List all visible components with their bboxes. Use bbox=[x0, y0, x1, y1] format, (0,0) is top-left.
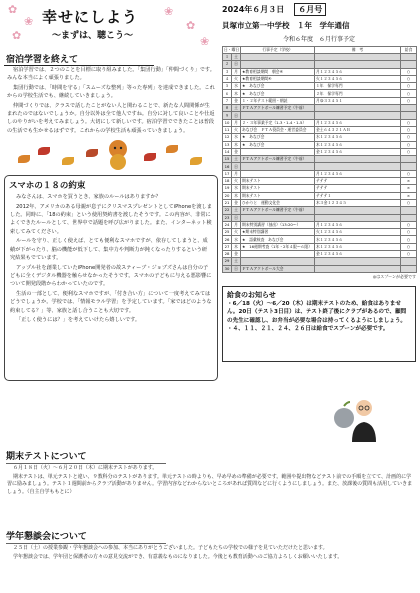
schedule-lunch: ○ bbox=[401, 221, 417, 228]
schedule-lunch: × bbox=[401, 178, 417, 185]
schedule-event: ２・３年事業予定（1-3・1-4・1-5） bbox=[241, 119, 315, 126]
schedule-lunch: ○ bbox=[401, 148, 417, 155]
column-header: 備 考 bbox=[315, 47, 401, 54]
leaf-icon bbox=[18, 155, 30, 163]
schedule-weekday: 水 bbox=[232, 134, 241, 141]
schedule-lunch bbox=[401, 61, 417, 68]
schedule-lunch: ○ bbox=[401, 68, 417, 75]
cherry-blossom-icon: ❀ bbox=[24, 15, 34, 28]
schedule-day: 20 bbox=[223, 192, 232, 199]
schedule-lunch: ○ bbox=[401, 229, 417, 236]
schedule-row bbox=[223, 105, 417, 112]
schedule-lunch bbox=[401, 265, 417, 272]
schedule-day: 10 bbox=[223, 119, 232, 126]
schedule-note: ２年 保学専門 bbox=[315, 90, 401, 97]
paragraph: 集団行動では、「時間を守る」「スムーズな整列」等った専列」を達成できました。これからの学校生活でも、継続していきましょう。 bbox=[7, 84, 215, 100]
paragraph: ２５日（土）の授業参観・学年懇談会への参加、本当にありがとうございました。子どもたちの学校での様子を見ていただけたと思います。 bbox=[13, 545, 328, 551]
schedule-lunch: ○ bbox=[401, 83, 417, 90]
leaf-icon bbox=[86, 149, 98, 157]
schedule-day: 16 bbox=[223, 163, 232, 170]
schedule-lunch bbox=[401, 163, 417, 170]
schedule-weekday: 木 bbox=[232, 243, 241, 250]
paragraph: ６月１８日（火）～６月２０日（木）に期末テストがあります。 bbox=[13, 465, 158, 471]
paragraph: 宿泊学習では、２つのことを目標に取り組みました。「集団行動」「仲間づくり」です。みんな本当によく頑張りました。 bbox=[7, 67, 215, 82]
schedule-row bbox=[223, 258, 417, 265]
schedule-event: 期末テスト bbox=[241, 185, 315, 192]
schedule-day: 29 bbox=[223, 258, 232, 265]
event-schedule-table bbox=[222, 46, 417, 273]
schedule-day: 14 bbox=[223, 148, 232, 155]
schedule-note bbox=[315, 265, 401, 272]
schedule-lunch: × bbox=[401, 185, 417, 192]
schedule-note: １年 保学専門 bbox=[315, 83, 401, 90]
cherry-blossom-icon: ❀ bbox=[200, 35, 210, 48]
schedule-event: ★教育相談期間 朝会④ bbox=[241, 68, 315, 75]
schedule-weekday: 土 bbox=[232, 156, 241, 163]
schedule-event: ★期末特別講習 bbox=[241, 229, 315, 236]
schedule-weekday: 日 bbox=[232, 214, 241, 221]
schedule-day: ９ bbox=[223, 112, 232, 119]
schedule-weekday: 土 bbox=[232, 105, 241, 112]
schedule-event: ★ あなび会 bbox=[241, 141, 315, 148]
schedule-event: あなび会 ＰＴＡ役員会・運営委員会 bbox=[241, 126, 315, 133]
schedule-note: 月１２３４５６ bbox=[315, 119, 401, 126]
schedule-event: ★教育相談期間④ bbox=[241, 75, 315, 82]
schedule-note bbox=[315, 112, 401, 119]
schedule-weekday: 金 bbox=[232, 148, 241, 155]
schedule-day: 11 bbox=[223, 126, 232, 133]
schedule-row bbox=[223, 112, 417, 119]
schedule-weekday: 木 bbox=[232, 192, 241, 199]
schedule-note: 水１２３４５６ bbox=[315, 134, 401, 141]
issue-number: ６月号 bbox=[294, 3, 326, 16]
schedule-day: 22 bbox=[223, 207, 232, 214]
schedule-day: １ bbox=[223, 54, 232, 61]
schedule-weekday: 水 bbox=[232, 236, 241, 243]
schedule-event: ＰＴＡアクトボール大会 bbox=[241, 265, 315, 272]
schedule-day: 18 bbox=[223, 178, 232, 185]
schedule-note: テテテ bbox=[315, 178, 401, 185]
schedule-day: 15 bbox=[223, 156, 232, 163]
schedule-event bbox=[241, 251, 315, 258]
paragraph: 期末テストは、単元テストと違い、９教科分のテストがあります。単元テストの時よりも、早め早めの準備が必要です。範囲や提出物などテスト前での手順を立てて、計画的に学習に励みましょう。テスト１週間前からクラブ活動がありません。学習内容などわからないところがあれば質問などに行くようにしましょう。また、放課後の質問も活用していきましょう。（自主自学ももとに） bbox=[7, 473, 413, 495]
schedule-event: １・２年テスト範囲・朝読 bbox=[241, 97, 315, 104]
schedule-row bbox=[223, 178, 417, 185]
schedule-weekday: 金 bbox=[232, 199, 241, 206]
schedule-event: ＰＴＡアクトボール練習予定（午前） bbox=[241, 156, 315, 163]
schedule-lunch bbox=[401, 258, 417, 265]
cherry-blossom-icon: ✿ bbox=[186, 19, 196, 32]
column-header: 日・曜日 bbox=[224, 47, 240, 52]
schedule-row bbox=[223, 126, 417, 133]
column-header: 行事予定（学校） bbox=[241, 47, 315, 54]
schedule-event bbox=[241, 112, 315, 119]
leaf-icon bbox=[144, 153, 156, 161]
schedule-day: 30 bbox=[223, 265, 232, 272]
paragraph: アップル社を創業していたiPhone開発者の故スティーブ・ジョブズさんは自分の子どもに全くデジタル機器を触らせなかったそうです。スマホの子どもに与える悪影響について開発段階からわかっていたのです。 bbox=[10, 264, 212, 288]
schedule-day: 23 bbox=[223, 214, 232, 221]
paragraph: 2012年、アメリカのある母親が息子にクリスマスプレゼントとしてiPhoneを渡しました。同時に、「18の約束」という使用契約書を渡したそうです。この内容が、非常によくできたルールとして、世界中で話題を呼び広がりました。また、インターネット検索してみてください。 bbox=[10, 203, 212, 235]
schedule-event bbox=[241, 61, 315, 68]
schedule-event bbox=[241, 148, 315, 155]
schedule-lunch bbox=[401, 214, 417, 221]
schedule-day: 13 bbox=[223, 141, 232, 148]
schedule-day: 21 bbox=[223, 199, 232, 206]
divider bbox=[6, 463, 166, 464]
schedule-lunch: ○ bbox=[401, 119, 417, 126]
lunch-notice-item: ・6／18（火）～6／20（木）は期末テストのため、給食はありません。20日（テスト3日目）は、テスト終了後にクラブがあるので、顧問の先生に確認し、お弁当が必要な場合は持ってくるようにしましょう。 bbox=[227, 300, 407, 324]
schedule-lunch: × bbox=[401, 192, 417, 199]
schedule-lunch bbox=[401, 156, 417, 163]
schedule-row bbox=[223, 75, 417, 82]
paragraph: 生活の一部として、便利なスマホですが、「付き合い方」について一度考えてみてはどうでしょうか。学校では、「情報モラル学習」を予定しています。「家ではどのような約束してる？」等、家族と話し合うことも大切です。 bbox=[10, 290, 212, 314]
cherry-blossom-icon: ✿ bbox=[8, 3, 18, 16]
lunch-notice-box bbox=[222, 286, 416, 362]
schedule-event bbox=[241, 170, 315, 177]
schedule-row bbox=[223, 265, 417, 272]
paragraph: 「正しく使うには？」を考えていけたら嬉しいです。 bbox=[16, 316, 141, 323]
schedule-note bbox=[315, 54, 401, 61]
section-title-camp: 宿泊学習を終えて bbox=[4, 52, 154, 66]
section-title-exam: 期末テストについて bbox=[6, 452, 87, 462]
schedule-weekday: 月 bbox=[232, 119, 241, 126]
schedule-note bbox=[315, 258, 401, 265]
schedule-row bbox=[223, 141, 417, 148]
schedule-row bbox=[223, 156, 417, 163]
schedule-weekday: 月 bbox=[232, 68, 241, 75]
schedule-note: 火１２３４５６ bbox=[315, 229, 401, 236]
schedule-lunch: ○ bbox=[401, 243, 417, 250]
schedule-note: 金土６４３２１ＡＢ bbox=[315, 126, 401, 133]
schedule-event: 期末特別講習（抽出）（13:20～） bbox=[241, 221, 315, 228]
schedule-note bbox=[315, 214, 401, 221]
schedule-row bbox=[223, 97, 417, 104]
schedule-row bbox=[223, 61, 417, 68]
schedule-row bbox=[223, 229, 417, 236]
leaf-icon bbox=[190, 157, 202, 165]
schedule-weekday: 火 bbox=[232, 75, 241, 82]
schedule-weekday: 火 bbox=[232, 126, 241, 133]
schedule-lunch: ○ bbox=[401, 134, 417, 141]
date-row bbox=[222, 2, 416, 16]
lunch-notice-title: 給食のお知らせ bbox=[227, 290, 276, 299]
schedule-day: 12 bbox=[223, 134, 232, 141]
schedule-event bbox=[241, 214, 315, 221]
column-header: 給食 bbox=[401, 47, 417, 54]
schedule-day: ２ bbox=[223, 61, 232, 68]
leaf-icon bbox=[38, 147, 50, 155]
schedule-weekday: 日 bbox=[232, 112, 241, 119]
schedule-lunch bbox=[401, 207, 417, 214]
schedule-lunch: ○ bbox=[401, 141, 417, 148]
schedule-row bbox=[223, 90, 417, 97]
mascot-icon bbox=[104, 137, 132, 171]
cherry-blossom-icon: ✿ bbox=[12, 29, 22, 42]
schedule-weekday: 土 bbox=[232, 207, 241, 214]
schedule-event: ＰＴＡアクトボール練習予定（午前） bbox=[241, 105, 315, 112]
schedule-lunch: ○ bbox=[401, 97, 417, 104]
smartphone-article-box bbox=[4, 175, 218, 381]
schedule-row bbox=[223, 119, 417, 126]
schedule-row bbox=[223, 163, 417, 170]
schedule-event: ★ あなび会 bbox=[241, 83, 315, 90]
schedule-weekday: 金 bbox=[232, 97, 241, 104]
schedule-note: 金１２３４５６ bbox=[315, 148, 401, 155]
schedule-note: 木３金１２３４５ bbox=[315, 199, 401, 206]
schedule-weekday: 水 bbox=[232, 83, 241, 90]
section-title-smartphone: スマホの１８の約束 bbox=[9, 181, 86, 192]
schedule-note bbox=[315, 156, 401, 163]
cherry-blossom-icon: ❀ bbox=[164, 5, 174, 18]
schedule-note: 火１２３４５６ bbox=[315, 75, 401, 82]
schedule-weekday: 金 bbox=[232, 251, 241, 258]
leaf-icon bbox=[166, 145, 178, 153]
schedule-day: 17 bbox=[223, 170, 232, 177]
schedule-event bbox=[241, 163, 315, 170]
schedule-note: 水１２３４５６ bbox=[315, 236, 401, 243]
schedule-weekday: 土 bbox=[232, 258, 241, 265]
schedule-event bbox=[241, 54, 315, 61]
schedule-footnote: ◎はスプーンが必要です bbox=[372, 273, 416, 279]
schedule-weekday: 火 bbox=[232, 229, 241, 236]
schedule-row bbox=[223, 148, 417, 155]
schedule-day: ８ bbox=[223, 105, 232, 112]
schedule-row bbox=[223, 243, 417, 250]
schedule-day: ６ bbox=[223, 90, 232, 97]
schedule-lunch: ○ bbox=[401, 251, 417, 258]
schedule-day: ３ bbox=[223, 68, 232, 75]
schedule-row bbox=[223, 236, 417, 243]
schedule-event: ＰＴＡアクトボール練習予定（午前） bbox=[241, 207, 315, 214]
schedule-lunch: ○ bbox=[401, 126, 417, 133]
schedule-weekday: 日 bbox=[232, 163, 241, 170]
schedule-note: 月１２３４５６ bbox=[315, 170, 401, 177]
school-name: 貝塚市立第一中学校 １年 学年通信 bbox=[222, 21, 350, 30]
schedule-event: ★ あなび会 bbox=[241, 134, 315, 141]
paragraph: ルールを守り、正しく使えば、とても便利なスマホですが、依存してしまうと、成績が下がったり、脳の機能が低下して、集中力や判断力が鈍くなったりするという研究結果もでています。 bbox=[10, 238, 208, 262]
schedule-event bbox=[241, 258, 315, 265]
schedule-day: ５ bbox=[223, 83, 232, 90]
schedule-day: 28 bbox=[223, 251, 232, 258]
schedule-lunch bbox=[401, 54, 417, 61]
schedule-note: テテテ１ bbox=[315, 192, 401, 199]
section-title-meeting: 学年懇談会について bbox=[6, 532, 87, 542]
schedule-lunch bbox=[401, 112, 417, 119]
schedule-note: 月１２３４５６ bbox=[315, 68, 401, 75]
schedule-lunch: ○ bbox=[401, 75, 417, 82]
schedule-day: 25 bbox=[223, 229, 232, 236]
paragraph: 仲間づくりでは、クラスで話したことがない人と関わることで、新たな人間関係が生まれたのではないでしょうか。自分以外は全て他人ですね。自分に対して良いことや仕返しのやりがいを考えてみましょう。大切にして新しいです。宿泊学習でできたことは普段の生活でも生かせるはずです。これからの学校生活も頑張っていきましょう。 bbox=[7, 102, 215, 134]
schedule-row bbox=[223, 221, 417, 228]
schedule-event: ★ 16週期考査（1年・2年４限～６限） bbox=[241, 243, 315, 250]
schedule-row bbox=[223, 68, 417, 75]
schedule-event: 期末テスト bbox=[241, 178, 315, 185]
paragraph: 学年懇談会では、学年団と保護者の方々の意見交流ができ、有意義なものになりました。今後とも教育活動へのご協力よろしくお願いいたします。 bbox=[13, 553, 343, 560]
schedule-note: テテテ bbox=[315, 185, 401, 192]
schedule-row bbox=[223, 185, 417, 192]
schedule-day: ４ bbox=[223, 75, 232, 82]
schedule-lunch: ○ bbox=[401, 90, 417, 97]
schedule-row bbox=[223, 83, 417, 90]
schedule-lunch: ○ bbox=[401, 170, 417, 177]
schedule-note: 木１２３４５６ bbox=[315, 243, 401, 250]
schedule-row bbox=[223, 199, 417, 206]
schedule-lunch bbox=[401, 105, 417, 112]
issue-date: 2024年６月３日 bbox=[222, 4, 285, 14]
masthead bbox=[4, 2, 218, 50]
schedule-weekday: 木 bbox=[232, 90, 241, 97]
leaf-icon bbox=[62, 157, 74, 165]
schedule-weekday: 土 bbox=[232, 54, 241, 61]
schedule-row bbox=[223, 134, 417, 141]
autumn-leaves-illustration bbox=[4, 135, 218, 173]
exam-section bbox=[4, 447, 416, 496]
schedule-row bbox=[223, 207, 417, 214]
schedule-event: ひかりと 運動文化会 bbox=[241, 199, 315, 206]
schedule-weekday: 月 bbox=[232, 221, 241, 228]
lunch-notice-item: ・４、１１、２１、２４、２６日は給食でスプーンが必要です。 bbox=[227, 326, 389, 333]
schedule-weekday: 火 bbox=[232, 178, 241, 185]
schedule-day: 19 bbox=[223, 185, 232, 192]
schedule-note: 金１２３４５６ bbox=[315, 251, 401, 258]
schedule-title: 令和６年度 ６月行事予定 bbox=[282, 36, 355, 43]
schedule-day: 24 bbox=[223, 221, 232, 228]
schedule-note bbox=[315, 163, 401, 170]
schedule-weekday: 日 bbox=[232, 265, 241, 272]
schedule-row bbox=[223, 54, 417, 61]
schedule-note bbox=[315, 207, 401, 214]
apple-founder-illustration bbox=[330, 392, 382, 444]
schedule-note: 月ゆ３３４５１ bbox=[315, 97, 401, 104]
schedule-note bbox=[315, 61, 401, 68]
schedule-note: 月１２３４５６ bbox=[315, 221, 401, 228]
schedule-day: 27 bbox=[223, 243, 232, 250]
left-column bbox=[4, 2, 218, 381]
schedule-row bbox=[223, 214, 417, 221]
newsletter-title: 幸せにしよう bbox=[42, 8, 139, 26]
schedule-note: 木１２３４５６ bbox=[315, 141, 401, 148]
schedule-row bbox=[223, 251, 417, 258]
schedule-event: 期末テスト bbox=[241, 192, 315, 199]
right-column bbox=[222, 2, 416, 362]
newsletter-subtitle: ～まずは、聴こう～ bbox=[52, 31, 134, 41]
schedule-weekday: 日 bbox=[232, 61, 241, 68]
schedule-weekday: 月 bbox=[232, 170, 241, 177]
schedule-lunch: ○ bbox=[401, 236, 417, 243]
schedule-note bbox=[315, 105, 401, 112]
schedule-day: 26 bbox=[223, 236, 232, 243]
schedule-event: ★ 語彙検査 あなび会 bbox=[241, 236, 315, 243]
schedule-weekday: 木 bbox=[232, 141, 241, 148]
paragraph: みなさんは、スマホを買うとき、家族のルールはありますか？ bbox=[16, 194, 161, 201]
parent-meeting-section bbox=[4, 527, 416, 561]
schedule-row bbox=[223, 192, 417, 199]
schedule-weekday: 水 bbox=[232, 185, 241, 192]
schedule-day: ７ bbox=[223, 97, 232, 104]
divider bbox=[6, 543, 166, 544]
schedule-row bbox=[223, 170, 417, 177]
schedule-event: ★ あなび会 bbox=[241, 90, 315, 97]
schedule-lunch: ○ bbox=[401, 199, 417, 206]
